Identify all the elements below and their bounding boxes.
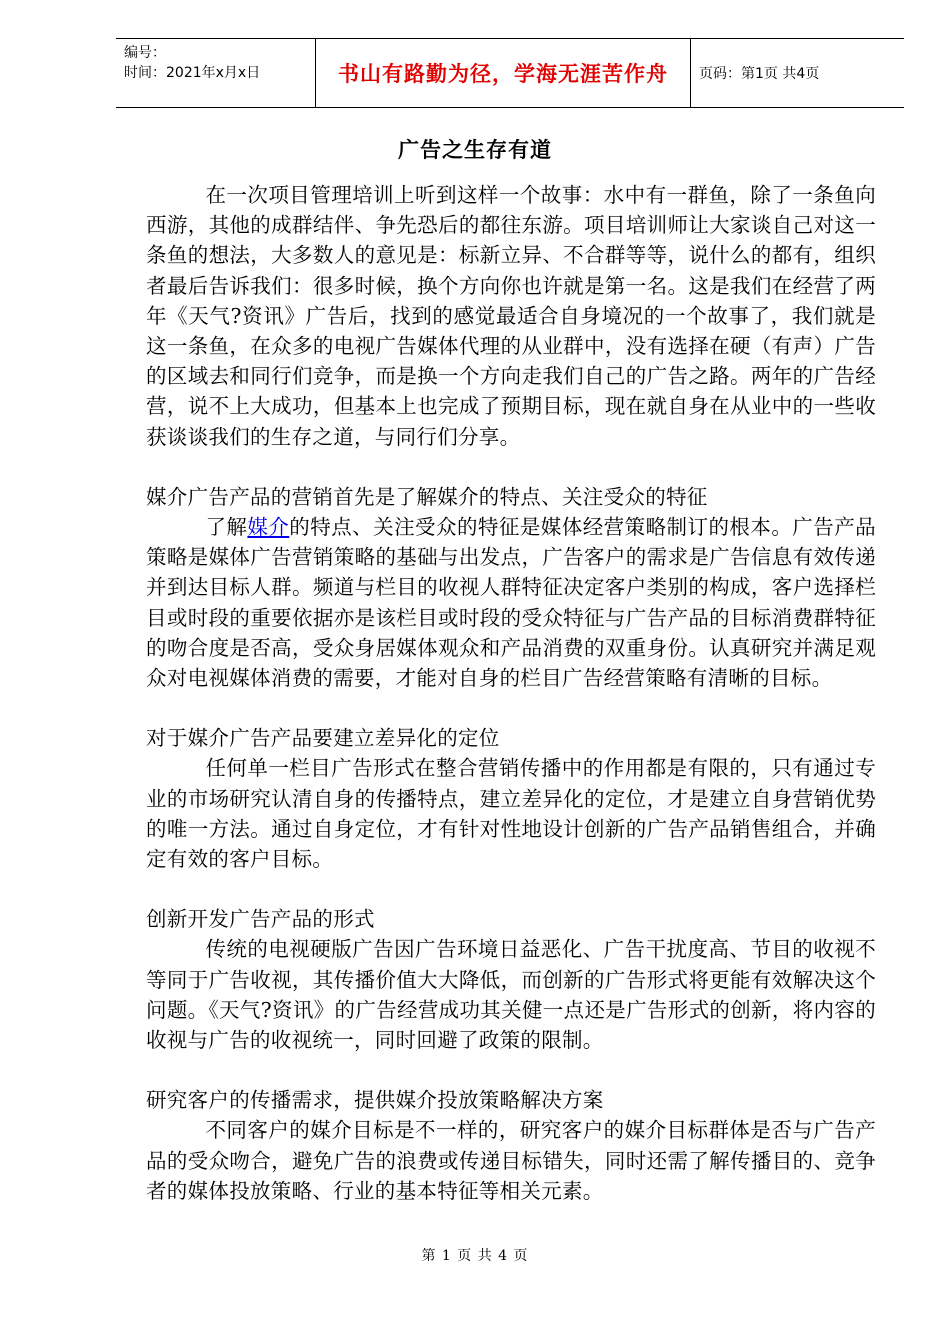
header-number: 编号：	[124, 45, 166, 61]
section-1-text-start: 了解	[205, 515, 248, 540]
header-table	[116, 38, 904, 108]
document-title: 广告之生存有道	[398, 138, 552, 162]
section-heading-4: 研究客户的传播需求，提供媒介投放策略解决方案	[146, 1088, 604, 1113]
header-meta	[116, 39, 315, 107]
header-time: 时间：2021年x月x日	[124, 65, 261, 81]
paragraph-gap	[146, 452, 876, 482]
paragraph-gap	[146, 1055, 876, 1085]
section-1-text-rest: 的特点、关注受众的特征是媒体经营策略制订的根本。广告产品策略是媒体广告营销策略的基础与出发点，广告客户的需求是广告信息有效传递并到达目标人群。频道与栏目的收视人群特征决定客户类别的构成，客户选择栏目或时段的重要依据亦是该栏目或时段的受众特征与广告产品的目标消费群特征的吻合度是否高，受众身居媒体观众和产品消费的双重身份。认真研究并满足观众对电视媒体消费的需要，才能对自身的栏目广告经营策略有清晰的目标。	[146, 515, 876, 691]
section-heading-2: 对于媒介广告产品要建立差异化的定位	[146, 726, 500, 751]
paragraph-gap	[146, 693, 876, 723]
section-paragraph-1	[146, 512, 876, 693]
document-body	[146, 180, 876, 1206]
paragraph-gap	[146, 874, 876, 904]
header-motto: 书山有路勤为径，学海无涯苦作舟	[315, 39, 691, 107]
page-footer: 第 1 页 共 4 页	[421, 1248, 529, 1264]
header-page-number: 页码：第1页 共4页	[699, 66, 820, 82]
section-heading-1: 媒介广告产品的营销首先是了解媒介的特点、关注受众的特征	[146, 484, 708, 509]
section-paragraph-4: 不同客户的媒介目标是不一样的，研究客户的媒介目标群体是否与广告产品的受众吻合，避免广告的浪费或传递目标错失，同时还需了解传播目的、竞争者的媒体投放策略、行业的基本特征等相关元素。	[146, 1118, 876, 1203]
media-link[interactable]: 媒介	[247, 515, 290, 540]
intro-paragraph: 在一次项目管理培训上听到这样一个故事：水中有一群鱼，除了一条鱼向西游，其他的成群结伴、争先恐后的都往东游。项目培训师让大家谈自己对这一条鱼的想法，大多数人的意见是：标新立异、不合群等等，说什么的都有，组织者最后告诉我们：很多时候，换个方向你也许就是第一名。这是我们在经营了两年《天气?资讯》广告后，找到的感觉最适合自身境况的一个故事了，我们就是这一条鱼，在众多的电视广告媒体代理的从业群中，没有选择在硬（有声）广告的区域去和同行们竞争，而是换一个方向走我们自己的广告之路。两年的广告经营，说不上大成功，但基本上也完成了预期目标，现在就自身在从业中的一些收获谈谈我们的生存之道，与同行们分享。	[146, 183, 876, 449]
section-heading-3: 创新开发广告产品的形式	[146, 907, 375, 932]
section-paragraph-3: 传统的电视硬版广告因广告环境日益恶化、广告干扰度高、节目的收视不等同于广告收视，其传播价值大大降低，而创新的广告形式将更能有效解决这个问题。《天气?资讯》的广告经营成功其关健一点还是广告形式的创新，将内容的收视与广告的收视统一，同时回避了政策的限制。	[146, 937, 876, 1053]
section-paragraph-2: 任何单一栏目广告形式在整合营销传播中的作用都是有限的，只有通过专业的市场研究认清自身的传播特点，建立差异化的定位，才是建立自身营销优势的唯一方法。通过自身定位，才有针对性地设计创新的广告产品销售组合，并确定有效的客户目标。	[146, 756, 876, 872]
